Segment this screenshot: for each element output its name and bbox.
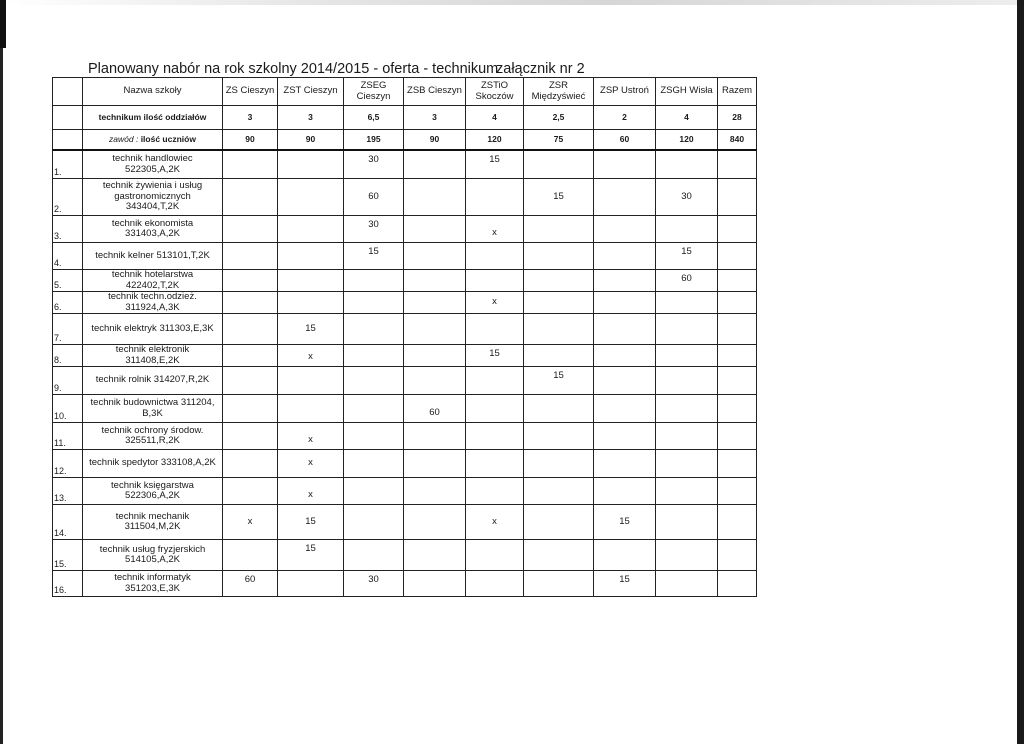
school-value-cell [404, 345, 466, 367]
school-value-cell [594, 450, 656, 478]
school-value-cell [223, 243, 278, 270]
school-value-cell [656, 292, 718, 314]
school-value-cell [594, 314, 656, 345]
school-value-cell [524, 505, 594, 540]
school-value-cell [223, 450, 278, 478]
profession-name [83, 150, 223, 179]
row-number: 4. [53, 243, 83, 270]
students-count-value: 120 [656, 130, 718, 151]
row-total-cell [718, 367, 757, 395]
school-value-cell [223, 540, 278, 571]
school-value-cell: 60 [223, 571, 278, 597]
students-count-value: 195 [344, 130, 404, 151]
row-total-cell [718, 345, 757, 367]
school-value-cell [344, 345, 404, 367]
school-value-cell [656, 314, 718, 345]
row-total-cell [718, 179, 757, 216]
scan-edge-top [0, 0, 1017, 5]
students-count-value: 120 [466, 130, 524, 151]
school-value-cell: x [278, 345, 344, 367]
school-value-cell [223, 345, 278, 367]
school-value-cell [404, 540, 466, 571]
school-value-cell [656, 478, 718, 505]
profession-name-line: technik handlowiec [112, 153, 193, 164]
profession-name-line: technik spedytor 333108,A,2K [89, 457, 216, 469]
school-value-cell: 30 [656, 179, 718, 216]
school-value-cell [278, 179, 344, 216]
school-value-cell [594, 179, 656, 216]
profession-name-line: technik budownictwa 311204, [90, 397, 215, 408]
row-total-cell [718, 243, 757, 270]
profession-name [83, 423, 223, 450]
school-value-cell [466, 314, 524, 345]
school-value-cell [656, 150, 718, 179]
school-value-cell [404, 423, 466, 450]
school-value-cell [278, 216, 344, 243]
profession-name-line: technik elektronik [115, 344, 190, 355]
row-total-cell [718, 314, 757, 345]
row-number: 7. [53, 314, 83, 345]
school-value-cell [278, 150, 344, 179]
school-value-cell [278, 292, 344, 314]
school-value-cell [344, 270, 404, 292]
row-total-cell [718, 478, 757, 505]
profession-name [83, 345, 223, 367]
school-value-cell [223, 367, 278, 395]
school-value-cell [524, 450, 594, 478]
header-school: ZSB Cieszyn [404, 78, 466, 106]
profession-name-line: technik księgarstwa [111, 479, 194, 491]
school-value-cell [524, 270, 594, 292]
school-value-cell [594, 540, 656, 571]
profession-row [53, 270, 757, 292]
school-value-cell: x [278, 423, 344, 450]
profession-name [83, 270, 223, 292]
profession-name-line: 311924,A,3K [125, 301, 180, 313]
row-number: 1. [53, 150, 83, 179]
students-count-value: 90 [223, 130, 278, 151]
row-number: 11. [53, 423, 83, 450]
school-value-cell [278, 367, 344, 395]
profession-name [83, 505, 223, 540]
school-value-cell: 15 [594, 571, 656, 597]
school-value-cell: 15 [594, 505, 656, 540]
profession-name-line: technik żywienia i usług [102, 180, 203, 192]
row-total-cell [718, 216, 757, 243]
school-value-cell [466, 478, 524, 505]
classes-count-label: technikum ilość oddziałów [83, 106, 223, 130]
profession-row [53, 150, 757, 179]
students-count-label-prefix: zawód : [109, 134, 141, 145]
school-value-cell: 15 [656, 243, 718, 270]
profession-row [53, 395, 757, 423]
school-value-cell [344, 292, 404, 314]
school-value-cell [404, 292, 466, 314]
profession-name [83, 478, 223, 505]
summary-number-cell [53, 106, 83, 130]
row-total-cell [718, 423, 757, 450]
profession-name-line: 325511,R,2K [125, 435, 180, 446]
profession-name [83, 179, 223, 216]
school-value-cell [524, 571, 594, 597]
profession-name-line: B,3K [142, 407, 163, 419]
row-total-cell [718, 450, 757, 478]
school-value-cell [594, 367, 656, 395]
school-value-cell [404, 505, 466, 540]
profession-name [83, 540, 223, 571]
school-value-cell [656, 505, 718, 540]
school-value-cell [278, 571, 344, 597]
profession-row [53, 423, 757, 450]
header-school: ZSP Ustroń [594, 78, 656, 106]
school-value-cell [594, 345, 656, 367]
profession-name [83, 292, 223, 314]
school-value-cell [466, 450, 524, 478]
profession-row [53, 505, 757, 540]
school-value-cell [594, 423, 656, 450]
row-number: 3. [53, 216, 83, 243]
school-value-cell [344, 423, 404, 450]
school-value-cell [223, 423, 278, 450]
profession-row [53, 478, 757, 505]
students-count-label [83, 130, 223, 151]
profession-name-line: 343404,T,2K [125, 201, 180, 213]
school-value-cell [656, 345, 718, 367]
school-value-cell [404, 367, 466, 395]
profession-row [53, 216, 757, 243]
header-school: ZS Cieszyn [223, 78, 278, 106]
school-value-cell [466, 571, 524, 597]
classes-count-value: 3 [278, 106, 344, 130]
profession-name-line: technik ochrony środow. [101, 424, 204, 436]
profession-name-line: 422402,T,2K [125, 279, 180, 291]
students-count-value: 90 [278, 130, 344, 151]
school-value-cell [524, 423, 594, 450]
school-value-cell [524, 540, 594, 571]
school-value-cell: 15 [524, 367, 594, 395]
school-value-cell [344, 395, 404, 423]
school-value-cell [404, 450, 466, 478]
students-count-label-main: ilość uczniów [140, 134, 196, 145]
students-count-row [53, 130, 757, 151]
profession-name-line: technik hotelarstwa [111, 269, 194, 280]
header-number-cell [53, 78, 83, 106]
row-total-cell [718, 540, 757, 571]
school-value-cell [223, 314, 278, 345]
school-value-cell [524, 150, 594, 179]
school-value-cell [466, 423, 524, 450]
header-row [53, 78, 757, 106]
row-total-cell [718, 571, 757, 597]
classes-count-value: 3 [404, 106, 466, 130]
header-school: ZSEG Cieszyn [344, 78, 404, 106]
school-value-cell [223, 395, 278, 423]
school-value-cell: 15 [466, 150, 524, 179]
school-value-cell [656, 395, 718, 423]
students-count-value: 75 [524, 130, 594, 151]
students-count-total: 840 [718, 130, 757, 151]
header-school: ZST Cieszyn [278, 78, 344, 106]
school-value-cell [656, 367, 718, 395]
header-total: Razem [718, 78, 757, 106]
profession-name-line: 522305,A,2K [125, 163, 180, 175]
scan-edge-right [1017, 0, 1024, 744]
school-value-cell [466, 270, 524, 292]
scan-edge-left [0, 0, 3, 744]
school-value-cell: x [223, 505, 278, 540]
profession-row [53, 345, 757, 367]
profession-name-line: technik techn.odzież. [108, 291, 197, 302]
school-value-cell [656, 540, 718, 571]
profession-name-line: technik informatyk [114, 572, 191, 583]
school-value-cell [466, 395, 524, 423]
school-value-cell [524, 216, 594, 243]
school-value-cell [404, 243, 466, 270]
profession-name [83, 216, 223, 243]
row-number: 6. [53, 292, 83, 314]
profession-name-line: technik ekonomista [111, 217, 194, 229]
school-value-cell [594, 270, 656, 292]
school-value-cell [524, 478, 594, 505]
header-school: ZSTiO Skoczów [466, 78, 524, 106]
school-value-cell [404, 179, 466, 216]
school-value-cell: 15 [278, 540, 344, 571]
school-value-cell [466, 179, 524, 216]
school-value-cell [524, 395, 594, 423]
school-value-cell [278, 270, 344, 292]
row-number: 2. [53, 179, 83, 216]
summary-number-cell [53, 130, 83, 151]
profession-name [83, 367, 223, 395]
row-number: 13. [53, 478, 83, 505]
row-number: 14. [53, 505, 83, 540]
classes-count-value: 2 [594, 106, 656, 130]
school-value-cell [594, 243, 656, 270]
profession-row [53, 314, 757, 345]
school-value-cell [278, 243, 344, 270]
school-value-cell: x [466, 292, 524, 314]
school-value-cell [524, 345, 594, 367]
school-value-cell [594, 216, 656, 243]
school-value-cell [524, 314, 594, 345]
row-total-cell [718, 292, 757, 314]
school-value-cell [594, 395, 656, 423]
profession-name [83, 571, 223, 597]
profession-name [83, 395, 223, 423]
school-value-cell [223, 150, 278, 179]
school-value-cell [404, 150, 466, 179]
school-value-cell [404, 314, 466, 345]
school-value-cell: 60 [404, 395, 466, 423]
school-value-cell: x [278, 478, 344, 505]
school-value-cell: 15 [466, 345, 524, 367]
classes-count-value: 4 [656, 106, 718, 130]
school-value-cell [466, 243, 524, 270]
school-value-cell [344, 450, 404, 478]
school-value-cell: 30 [344, 150, 404, 179]
school-value-cell [524, 243, 594, 270]
profession-name-line: technik kelner 513101,T,2K [95, 249, 210, 261]
school-value-cell: 30 [344, 216, 404, 243]
profession-name-line: technik usług fryzjerskich [99, 543, 206, 555]
profession-name-line: technik elektryk 311303,E,3K [91, 322, 214, 334]
school-value-cell [404, 571, 466, 597]
school-value-cell [344, 505, 404, 540]
header-school: ZSR Międzyświeć [524, 78, 594, 106]
profession-name-line: 311504,M,2K [124, 521, 181, 532]
profession-name [83, 450, 223, 478]
row-total-cell [718, 270, 757, 292]
profession-row [53, 571, 757, 597]
school-value-cell: 15 [524, 179, 594, 216]
row-total-cell [718, 395, 757, 423]
row-number: 5. [53, 270, 83, 292]
profession-name-line: technik rolnik 314207,R,2K [95, 374, 210, 386]
school-value-cell [223, 270, 278, 292]
row-number: 10. [53, 395, 83, 423]
school-value-cell [404, 478, 466, 505]
document-title: Planowany nabór na rok szkolny 2014/2015 - oferta - technikum [88, 61, 499, 77]
school-value-cell [344, 478, 404, 505]
school-value-cell [656, 423, 718, 450]
profession-row [53, 367, 757, 395]
school-value-cell [223, 292, 278, 314]
profession-name-line: 311408,E,2K [125, 354, 180, 366]
profession-name-line: 522306,A,2K [125, 490, 180, 501]
row-number: 12. [53, 450, 83, 478]
school-value-cell: 60 [344, 179, 404, 216]
school-value-cell [223, 216, 278, 243]
students-count-value: 90 [404, 130, 466, 151]
school-value-cell: 15 [344, 243, 404, 270]
school-value-cell: x [278, 450, 344, 478]
header-school: ZSGH Wisła [656, 78, 718, 106]
row-number: 16. [53, 571, 83, 597]
row-number: 9. [53, 367, 83, 395]
profession-name-line: 514105,A,2K [125, 554, 180, 565]
school-value-cell [223, 179, 278, 216]
profession-name [83, 314, 223, 345]
profession-row [53, 450, 757, 478]
school-value-cell [594, 292, 656, 314]
classes-count-total: 28 [718, 106, 757, 130]
classes-count-row [53, 106, 757, 130]
school-value-cell [594, 478, 656, 505]
row-total-cell [718, 505, 757, 540]
attachment-label: załącznik nr 2 [496, 61, 585, 77]
profession-row [53, 243, 757, 270]
school-value-cell: 30 [344, 571, 404, 597]
school-value-cell [344, 367, 404, 395]
school-value-cell [344, 314, 404, 345]
school-value-cell [524, 292, 594, 314]
school-value-cell [656, 216, 718, 243]
school-value-cell [656, 450, 718, 478]
school-value-cell: 15 [278, 505, 344, 540]
profession-row [53, 292, 757, 314]
school-value-cell [404, 270, 466, 292]
header-school-name: Nazwa szkoły [83, 78, 223, 106]
classes-count-value: 4 [466, 106, 524, 130]
school-value-cell: x [466, 505, 524, 540]
school-value-cell [223, 478, 278, 505]
school-value-cell [466, 367, 524, 395]
school-value-cell [404, 216, 466, 243]
school-value-cell [656, 571, 718, 597]
scan-edge-corner [0, 0, 6, 48]
profession-name-line: 351203,E,3K [125, 582, 180, 594]
school-value-cell [344, 540, 404, 571]
school-value-cell [278, 395, 344, 423]
school-value-cell: x [466, 216, 524, 243]
recruitment-table [52, 77, 757, 597]
profession-name [83, 243, 223, 270]
school-value-cell [594, 150, 656, 179]
profession-name-line: technik mechanik [115, 510, 190, 522]
school-value-cell: 60 [656, 270, 718, 292]
classes-count-value: 2,5 [524, 106, 594, 130]
profession-name-line: 331403,A,2K [125, 228, 180, 239]
school-value-cell [466, 540, 524, 571]
row-number: 8. [53, 345, 83, 367]
classes-count-value: 3 [223, 106, 278, 130]
classes-count-value: 6,5 [344, 106, 404, 130]
students-count-value: 60 [594, 130, 656, 151]
row-number: 15. [53, 540, 83, 571]
profession-row [53, 540, 757, 571]
row-total-cell [718, 150, 757, 179]
profession-name-line: gastronomicznych [114, 190, 191, 202]
school-value-cell: 15 [278, 314, 344, 345]
profession-row [53, 179, 757, 216]
